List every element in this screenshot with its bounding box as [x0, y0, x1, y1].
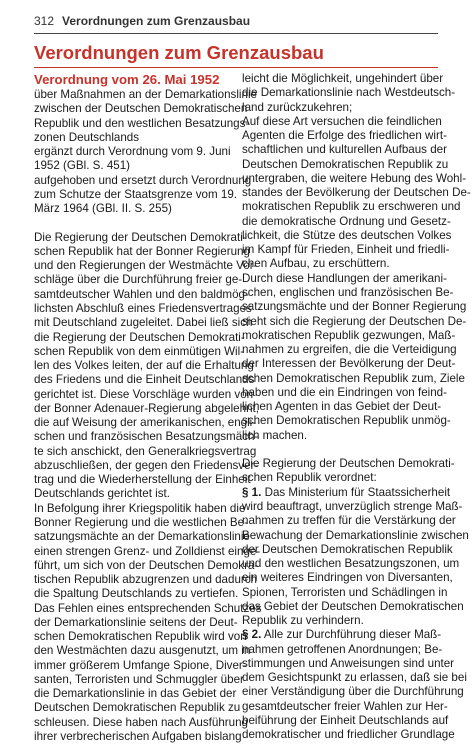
text-line: schen Republik verordnet:: [242, 471, 377, 485]
text-line: Republik zu verhindern.: [242, 614, 364, 628]
text-line: demokratischer und friedlicher Grundlage: [242, 728, 455, 742]
text-line: die Regierung der Deutschen Demokrati-: [34, 330, 245, 344]
text-line: März 1964 (GBl. II. S. 255): [34, 202, 172, 216]
text-line: Die Regierung der Deutschen Demokrati-: [34, 230, 247, 244]
text-line: der Bonner Adenauer-Regierung abgelehnt,: [34, 401, 259, 415]
text-line: schen Republik von dem einmütigen Wil-: [34, 344, 245, 358]
chapter-title: Verordnungen zum Grenzausbau: [34, 42, 324, 63]
text-line: Deutschen Demokratischen Republik zu: [34, 701, 241, 715]
text-line: nahmen getroffenen Anordnungen; Be-: [242, 642, 443, 656]
text-line: dem Gesichtspunkt zu erlassen, daß sie bei: [242, 671, 467, 685]
text-line: einer Verständigung über die Durchführung: [242, 685, 464, 699]
text-line: lich machen.: [242, 428, 308, 442]
text-line: te sich anschickt, den Generalkriegsvertrag: [34, 444, 257, 458]
paragraph-number: § 1.: [242, 485, 262, 499]
text-line: Bewachung der Demarkationslinie zwischen: [242, 528, 469, 542]
text-line: Deutschlands gerichtet ist.: [34, 487, 170, 501]
text-line: schen Demokratischen Republik unmög-: [242, 414, 451, 428]
text-line: schläge über die Durchführung freier ge-: [34, 273, 243, 287]
text-line: trag und die Wiederherstellung der Einheit: [34, 473, 251, 487]
text-line: ein weiteres Eindringen von Diversanten,: [242, 571, 453, 585]
text-line: Auf diese Art versuchen die feindlichen: [242, 114, 442, 128]
text-line: aufgehoben und ersetzt durch Verordnung: [34, 173, 252, 187]
text-line: die demokratische Ordnung und Gesetz-: [242, 214, 451, 228]
text-line: schen Demokratischen Republik wird von: [34, 630, 247, 644]
text-line: [242, 628, 442, 642]
text-line: lichkeit, die Stütze des deutschen Volkes: [242, 228, 452, 242]
text-line: Republik und den westlichen Besatzungs-: [34, 116, 250, 130]
text-line: sieht sich die Regierung der Deutschen De-: [242, 314, 467, 328]
text-line: satzungsmächte und der Bonner Regierung: [242, 300, 467, 314]
text-line: schleusen. Diese haben nach Ausführung: [34, 715, 248, 729]
text-line: samtdeutscher Wahlen und den baldmög-: [34, 287, 249, 301]
title-rule: [34, 67, 438, 68]
text-line: der Demarkationslinie seitens der Deut-: [34, 615, 238, 629]
text-line: Deutschen Demokratischen Republik zu: [242, 157, 449, 171]
text-line: schen Republik hat der Bonner Regierung: [34, 244, 250, 258]
text-line: beiführung der Einheit Deutschlands auf: [242, 713, 449, 727]
text-line: zum Schutze der Staatsgrenze vom 19.: [34, 187, 237, 201]
text-line: In Befolgung ihrer Kriegspolitik haben die: [34, 501, 246, 515]
text-line: des Friedens und die Einheit Deutschlands: [34, 373, 255, 387]
text-line: land zurückzukehren;: [242, 100, 353, 114]
text-line: der Deutschen Demokratischen Republik: [242, 542, 453, 556]
text-line: len des Volkes leiten, der auf die Erhaltung: [34, 359, 254, 373]
text-line: [242, 485, 451, 500]
paragraph-number: § 2.: [242, 628, 262, 642]
text-line: die Demarkationslinie nach Westdeutsch-: [242, 86, 456, 100]
text-line: ihrer verbrecherischen Aufgaben bislang: [34, 729, 242, 743]
running-head-title: Verordnungen zum Grenzausbau: [62, 14, 251, 28]
text-line: mokratischen Republik zu erschweren und: [242, 200, 461, 214]
paragraph-gap: [34, 216, 230, 230]
text-line: den Westmächten dazu ausgenutzt, um in: [34, 644, 251, 658]
page-number: 312: [34, 14, 55, 28]
text-line: Die Regierung der Deutschen Demokrati-: [242, 457, 455, 471]
left-column: [34, 72, 262, 744]
text-line: stimmungen und Anweisungen sind unter: [242, 656, 455, 670]
text-line: Durch diese Handlungen der amerikani-: [242, 271, 447, 285]
text-line: die auf Weisung der amerikanischen, engli-: [34, 416, 257, 430]
text-line: gerichtet ist. Diese Vorschläge wurden von: [34, 387, 254, 401]
text-line: schen Demokratischen Republik zum, Ziele: [242, 371, 465, 385]
paragraph-gap: [242, 443, 438, 457]
text-line: zonen Deutschlands: [34, 130, 140, 144]
line-text: Das Ministerium für Staatssicherheit: [261, 485, 451, 499]
text-line: führt, um sich von der Deutschen Demokra-: [34, 558, 259, 572]
text-line: gesamtdeutscher freier Wahlen zur Her-: [242, 699, 448, 713]
running-head: [34, 13, 438, 29]
text-line: nahmen zu ergreifen, die die Verteidigung: [242, 343, 457, 357]
text-line: mit Deutschland zugeleitet. Dabei ließ sich: [34, 316, 253, 330]
text-line: Das Fehlen eines entsprechenden Schutzes: [34, 601, 262, 615]
text-line: das Gebiet der Deutschen Demokratischen: [242, 599, 464, 613]
text-line: die Demarkationslinie in das Gebiet der: [34, 687, 237, 701]
text-line: lichen Agenten in das Gebiet der Deut-: [242, 400, 442, 414]
text-line: zwischen der Deutschen Demokratischen: [34, 102, 248, 116]
text-line: tischen Republik abzugrenzen und dadurch: [34, 573, 258, 587]
text-line: abzuschließen, der gegen den Friedensver-: [34, 458, 259, 472]
text-line: santen, Terroristen und Schmuggler über: [34, 672, 244, 686]
text-line: immer größerem Umfange Spione, Diver-: [34, 658, 247, 672]
text-line: nahmen zu treffen für die Verstärkung der: [242, 514, 456, 528]
text-line: chen Aufbau, zu erschüttern.: [242, 257, 390, 271]
right-column-lines: [242, 72, 471, 742]
text-line: standes der Bevölkerung der Deutschen De-: [242, 186, 471, 200]
text-line: der Interessen der Bevölkerung der Deut-: [242, 357, 456, 371]
subheading: Verordnung vom 26. Mai 1952: [34, 72, 220, 87]
text-line: wird beauftragt, unverzüglich strenge Maß-: [242, 499, 463, 513]
text-line: 1952 (GBl. S. 451): [34, 159, 131, 173]
text-line: mokratischen Republik gezwungen, Maß-: [242, 328, 456, 342]
text-line: die Spaltung Deutschlands zu vertiefen.: [34, 587, 239, 601]
left-column-lines: [34, 88, 262, 744]
right-column: [242, 72, 471, 742]
text-line: satzungsmächte an der Demarkationslinie: [34, 530, 250, 544]
text-line: über Maßnahmen an der Demarkationslinie: [34, 88, 257, 101]
text-line: und den westlichen Besatzungszonen, um: [242, 557, 460, 571]
text-line: haben und die ein Eindringen von feind-: [242, 385, 447, 399]
header-rule: [34, 33, 438, 34]
text-line: im Kampf für Frieden, Einheit und friedli-: [242, 243, 450, 257]
text-line: Agenten die Erfolge des friedlichen wirt-: [242, 129, 447, 143]
text-line: einen strengen Grenz- und Zolldienst einge-: [34, 544, 261, 558]
text-line: schen und französischen Besatzungsmäch-: [34, 430, 259, 444]
text-line: ergänzt durch Verordnung vom 9. Juni: [34, 145, 231, 159]
text-line: schaftlichen und kulturellen Aufbaus der: [242, 143, 447, 157]
text-line: Spionen, Terroristen und Schädlingen in: [242, 585, 448, 599]
text-line: lichsten Abschluß eines Friedensvertrages: [34, 301, 252, 315]
text-line: schen, englischen und französischen Be-: [242, 285, 454, 299]
line-text: Alle zur Durchführung dieser Maß-: [261, 628, 442, 642]
text-line: leicht die Möglichkeit, ungehindert über: [242, 72, 444, 85]
text-line: und den Regierungen der Westmächte Vor-: [34, 259, 258, 273]
text-line: Bonner Regierung und die westlichen Be-: [34, 515, 248, 529]
text-line: untergraben, die weitere Hebung des Wohl-: [242, 171, 467, 185]
